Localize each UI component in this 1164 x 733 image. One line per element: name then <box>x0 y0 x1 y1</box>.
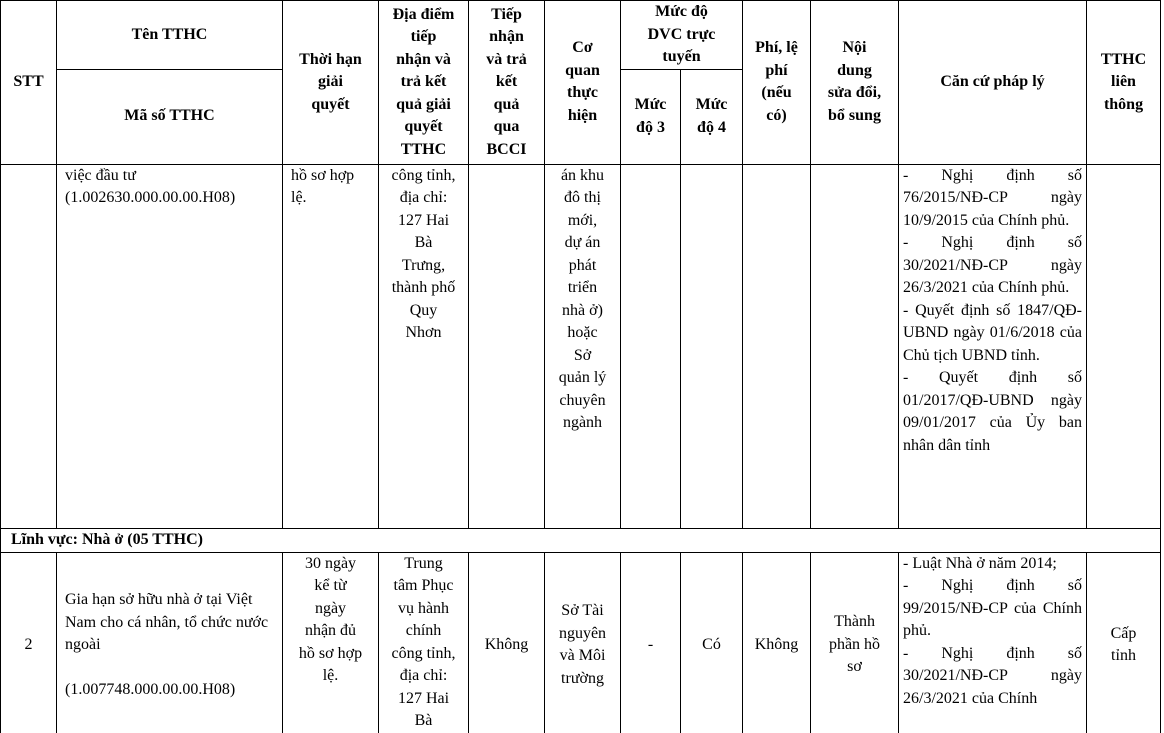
cell-muc-do-3-2: - <box>621 552 681 733</box>
cell-co-quan-2: Sở Tài nguyên và Môi trường <box>545 552 621 733</box>
header-tiep-nhan-bcci: Tiếp nhận và trả kết quả qua BCCI <box>469 1 545 165</box>
cell-dia-diem: công tỉnh, địa chỉ: 127 Hai Bà Trưng, thành phố Quy Nhơn <box>379 164 469 528</box>
cell-bcci <box>469 164 545 528</box>
header-dia-diem: Địa điểm tiếp nhận và trả kết quả giải quyết TTHC <box>379 1 469 165</box>
cell-bcci-2: Không <box>469 552 545 733</box>
cell-thoi-han-2: 30 ngày kể từ ngày nhận đủ hồ sơ hợp lệ. <box>283 552 379 733</box>
header-lien-thong: TTHC liên thông <box>1087 1 1161 165</box>
header-muc-do-4: Mức độ 4 <box>681 69 743 164</box>
cell-muc-do-4-2: Có <box>681 552 743 733</box>
header-stt: STT <box>1 1 57 165</box>
header-ten-tthc: Tên TTHC <box>57 1 283 70</box>
cell-ten-tthc-2: Gia hạn sở hữu nhà ở tại Việt Nam cho cá nhân, tổ chức nước ngoài (1.007748.000.00.00.H08) <box>57 552 283 733</box>
header-muc-do: Mức độ DVC trực tuyến <box>621 1 743 70</box>
header-ma-so-tthc: Mã số TTHC <box>57 69 283 164</box>
table-row-2 <box>1 552 1161 733</box>
cell-phi-2: Không <box>743 552 811 733</box>
header-thoi-han: Thời hạn giải quyết <box>283 1 379 165</box>
header-muc-do-3: Mức độ 3 <box>621 69 681 164</box>
header-noi-dung: Nội dung sửa đổi, bổ sung <box>811 1 899 165</box>
cell-noi-dung <box>811 164 899 528</box>
cell-noi-dung-2: Thành phần hồ sơ <box>811 552 899 733</box>
cell-dia-diem-2: Trung tâm Phục vụ hành chính công tỉnh, địa chỉ: 127 Hai Bà <box>379 552 469 733</box>
header-phi-le-phi: Phí, lệ phí (nếu có) <box>743 1 811 165</box>
cell-muc-do-4 <box>681 164 743 528</box>
cell-can-cu: - Nghị định số 76/2015/NĐ-CP ngày 10/9/2015 của Chính phủ. - Nghị định số 30/2021/NĐ-CP ngày 26/3/2021 của Chính phủ. - Quyết định số 1847/QĐ-UBND ngày 01/6/2018 của Chủ tịch UBND tỉnh. - Quyết định số 01/2017/QĐ-UBND ngày 09/01/2017 của Ủy ban nhân dân tỉnh <box>899 164 1087 528</box>
cell-ten-tthc: việc đầu tư (1.002630.000.00.00.H08) <box>57 164 283 528</box>
cell-stt-2: 2 <box>1 552 57 733</box>
cell-can-cu-2: - Luật Nhà ở năm 2014; - Nghị định số 99/2015/NĐ-CP của Chính phủ. - Nghị định số 30/2021/NĐ-CP ngày 26/3/2021 của Chính <box>899 552 1087 733</box>
section-row <box>1 528 1161 552</box>
cell-phi <box>743 164 811 528</box>
cell-lien-thong <box>1087 164 1161 528</box>
section-label: Lĩnh vực: Nhà ở (05 TTHC) <box>1 528 1161 552</box>
header-row-1 <box>1 1 1161 70</box>
table-row-continued <box>1 164 1161 528</box>
header-co-quan: Cơ quan thực hiện <box>545 1 621 165</box>
header-can-cu: Căn cứ pháp lý <box>899 1 1087 165</box>
cell-muc-do-3 <box>621 164 681 528</box>
cell-stt <box>1 164 57 528</box>
cell-thoi-han: hồ sơ hợp lệ. <box>283 164 379 528</box>
cell-co-quan: án khu đô thị mới, dự án phát triển nhà ở) hoặc Sở quản lý chuyên ngành <box>545 164 621 528</box>
cell-lien-thong-2: Cấp tỉnh <box>1087 552 1161 733</box>
